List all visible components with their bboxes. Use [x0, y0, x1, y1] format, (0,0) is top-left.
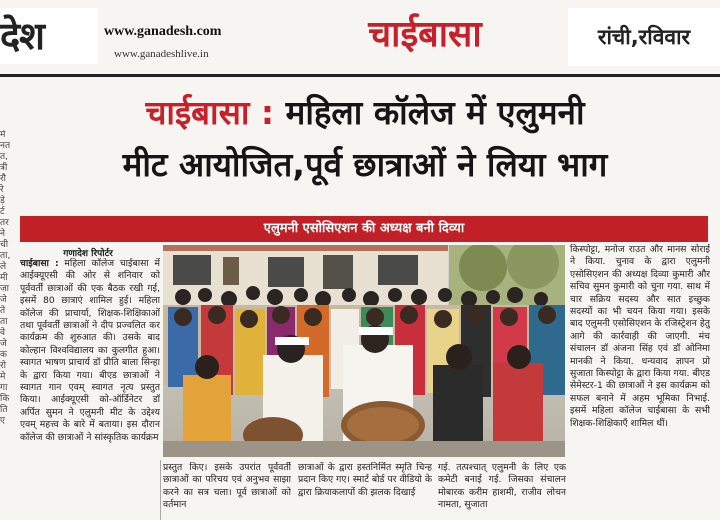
- article-column-4: गई. तत्पश्चात् एलुमनी के लिए एक कमेटी बनाई गई. जिसका संचालन मोबारक करीम हाशमी, राजीव लोचन नामता, सुजाता: [438, 462, 566, 511]
- section-title: चाईबासा: [368, 14, 482, 55]
- strip-fragment: ची: [0, 240, 9, 250]
- strip-fragment: ड़े: [0, 196, 5, 206]
- strip-fragment: जे: [0, 295, 7, 305]
- subheadline-banner: एलुमनी एसोसिएशन की अध्यक्ष बनी दिव्या: [20, 216, 708, 242]
- strip-fragment: नत: [0, 141, 10, 151]
- strip-fragment: ति: [0, 405, 8, 415]
- article-column-1: [20, 258, 160, 520]
- strip-fragment: मी: [0, 273, 8, 283]
- dateline: रांची,रविवार: [568, 8, 720, 66]
- strip-fragment: ए: [0, 416, 5, 426]
- website-url: www.ganadesh.com: [104, 24, 222, 39]
- strip-fragment: जा: [0, 284, 10, 294]
- strip-fragment: रे: [0, 185, 4, 195]
- strip-fragment: क: [0, 350, 7, 360]
- strip-fragment: रो: [0, 361, 7, 371]
- article-column-3: छात्राओं के द्वारा हस्तनिर्मित स्मृति चिन्ह प्रदान किए गए। स्मार्ट बोर्ड पर वीडियो के द्वारा क्रियाकलापों की झलक दिखाई: [298, 462, 432, 498]
- strip-fragment: त,: [0, 152, 8, 162]
- strip-fragment: ता: [0, 317, 8, 327]
- headline-text-1: महिला कॉलेज में एलुमनी: [285, 93, 585, 132]
- website-url-alt: www.ganadeshlive.in: [114, 48, 209, 60]
- masthead: [0, 0, 720, 78]
- strip-fragment: कि: [0, 394, 10, 404]
- previous-column-edge: [0, 130, 10, 520]
- column-divider: [160, 460, 161, 520]
- strip-fragment: ले: [0, 262, 7, 272]
- strip-fragment: मे: [0, 130, 6, 140]
- photo-illustration: [163, 245, 565, 457]
- strip-fragment: वे: [0, 328, 6, 338]
- strip-fragment: ते: [0, 306, 6, 316]
- strip-fragment: त्री: [0, 163, 8, 173]
- article-column-5: किस्पोट्टा, मनोज राउत और मानस सोराई ने किया. चुनाव के द्वारा एलुमनी एसोसिएशन की अध्यक्ष दिव्या कुमारी और सचिव सुमन कुमारी को चुना गया. साथ में चार सक्रिय सदस्य और सात इच्छुक सदस्यों का भी चयन किया गया। इसके बाद एलुमनी एसोसिएशन के रजिस्ट्रेशन हेतु आगे की कार्रवाही की जाएगी. मंच संचालन डॉ अंजना सिंह एवं डॉ ओनिमा मानकी ने किया. धन्यवाद ज्ञापन प्रो सुजाता किस्पोट्टा के द्वारा किया गया. बीएड सेमेस्टर-1 की छात्राओं ने इस कार्यक्रम को सफल बनाने में अहम भूमिका निभाई. इसमें महिला कॉलेज चाईबासा के सभी शिक्षक-शिक्षिकाएँ शामिल थीं।: [570, 244, 710, 429]
- strip-fragment: रौ: [0, 174, 7, 184]
- strip-fragment: तर: [0, 218, 9, 228]
- headline-line-2: मीट आयोजित,पूर्व छात्राओं ने लिया भाग: [122, 145, 608, 184]
- column-1-text: महिला कॉलेज चाईबासा में आईक्यूएसी की ओर से शनिवार को पूर्ववर्ती छात्राओं की एक बैठक रखी गई, इसमें 80 छात्राएं शामिल हुई। महिला कॉलेज की प्राचार्या, शिक्षक-शिक्षिकाओं तथा पूर्ववर्ती छात्राओं ने दीप प्रज्वलित कर कार्यक्रम की शुरुआत की। उसके बाद कोल्हान विश्वविद्यालय का कुलगीत हुआ। स्वागत भाषण प्राचार्य डॉ प्रीति बाला सिन्हा के द्वारा किया गया। बीएड छात्राओं ने स्वागत गान एवम् स्वागत नृत्य प्रस्तुत किया। आईक्यूएसी को-ऑर्डिनेटर डॉ अर्पित सुमन ने एलुमनी मीट के उद्देश्य एवम् महत्त्व के बारे में बताया। इस दौरान कॉलेज की छात्राओं ने सांस्कृतिक कार्यक्रम: [20, 258, 160, 443]
- newspaper-logo: देश: [0, 8, 98, 64]
- masthead-rule: [0, 74, 720, 77]
- strip-fragment: ता,: [0, 251, 10, 261]
- byline: गणादेश रिपोर्टर: [63, 249, 113, 259]
- strip-fragment: जे: [0, 339, 7, 349]
- strip-fragment: र्ट: [0, 207, 5, 217]
- dateline-place: चाईबासा :: [20, 258, 59, 269]
- strip-fragment: ने: [0, 229, 5, 239]
- event-photo: [163, 245, 565, 457]
- article-column-2: प्रस्तुत किए। इसके उपरांत पूर्ववर्ती छात्राओं का परिचय एवं अनुभव साझा करने का सत्र चला। पूर्व छात्राओं को वर्तमान: [163, 462, 291, 511]
- strip-fragment: गा: [0, 383, 8, 393]
- headline-line-1: [20, 92, 710, 134]
- strip-fragment: मे: [0, 372, 6, 382]
- headline-place: चाईबासा :: [145, 93, 275, 132]
